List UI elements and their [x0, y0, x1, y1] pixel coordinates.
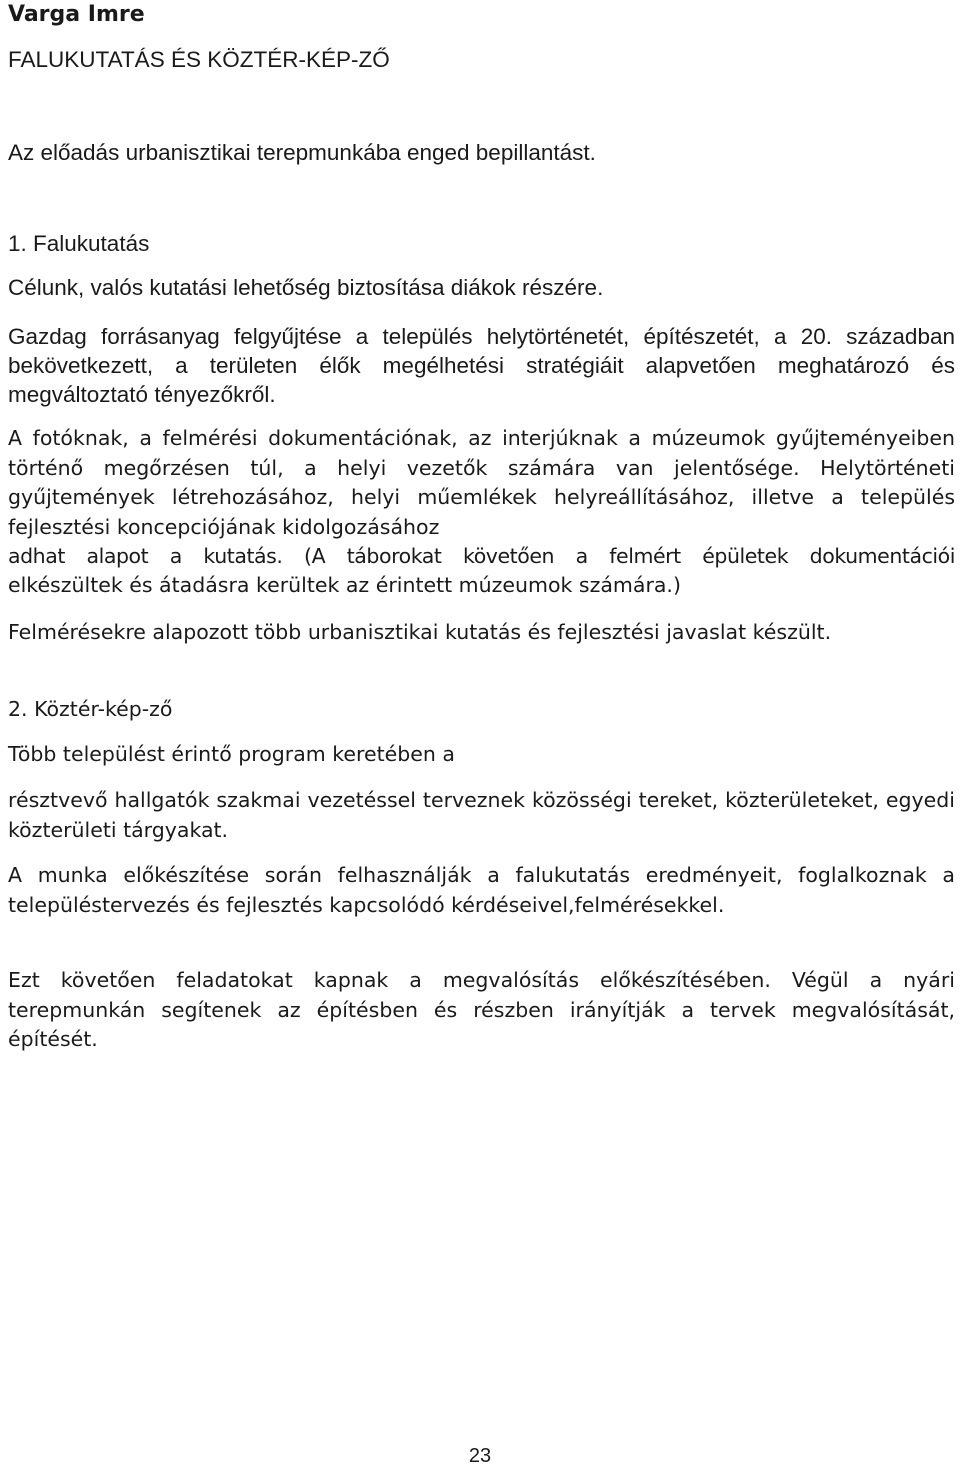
section-1-heading: 1. Falukutatás	[8, 231, 150, 256]
author-name: Varga Imre	[8, 2, 145, 27]
section-1-paragraph-1: Célunk, valós kutatási lehetőség biztosítása diákok részére.	[8, 275, 604, 300]
section-1-paragraph-2: Gazdag forrásanyag felgyűjtése a település helytörténetét, építészetét, a 20. században bekövetkezett, a területen élők megélhetési stratégiáit alapvetően meghatározó és megváltoztató tényezőkről.	[8, 324, 955, 407]
section-1-paragraph-3: A fotóknak, a felmérési dokumentációnak, az interjúknak a múzeumok gyűjteményeiben történő megőrzésen túl, a helyi vezetők számára van jelentősége. Helytörténeti gyűjtemények létrehozásához, helyi műemlékek helyreállításához, illetve a település fejlesztési koncepciójának kidolgozásához	[8, 426, 955, 539]
section-2-paragraph-1: Több települést érintő program keretében a	[8, 742, 455, 766]
section-2-paragraph-2: résztvevő hallgatók szakmai vezetéssel terveznek közösségi tereket, közterületeket, egyedi közterületi tárgyakat.	[8, 788, 955, 842]
section-2-heading: 2. Köztér-kép-ző	[8, 697, 173, 721]
section-1-paragraph-3-end: elkészültek és átadásra kerültek az érintett múzeumok számára.)	[8, 573, 681, 597]
section-1-paragraph-3-line: adhat alapot a kutatás. (A táborokat követően a felmért épületek dokumentációi	[8, 544, 955, 568]
intro-paragraph: Az előadás urbanisztikai terepmunkába enged bepillantást.	[8, 140, 596, 165]
section-2-paragraph-3: A munka előkészítése során felhasználják a falukutatás eredményeit, foglalkoznak a településtervezés és fejlesztés kapcsolódó kérdéseivel,felmérésekkel.	[8, 863, 955, 917]
page-number: 23	[468, 1445, 492, 1467]
document-title: FALUKUTATÁS ÉS KÖZTÉR-KÉP-ZŐ	[8, 47, 390, 72]
section-2-paragraph-4: Ezt követően feladatokat kapnak a megvalósítás előkészítésében. Végül a nyári terepmunkán segítenek az építésben és részben irányítják a tervek megvalósítását, építését.	[8, 968, 955, 1051]
section-1-paragraph-4: Felmérésekre alapozott több urbanisztikai kutatás és fejlesztési javaslat készült.	[8, 620, 832, 644]
